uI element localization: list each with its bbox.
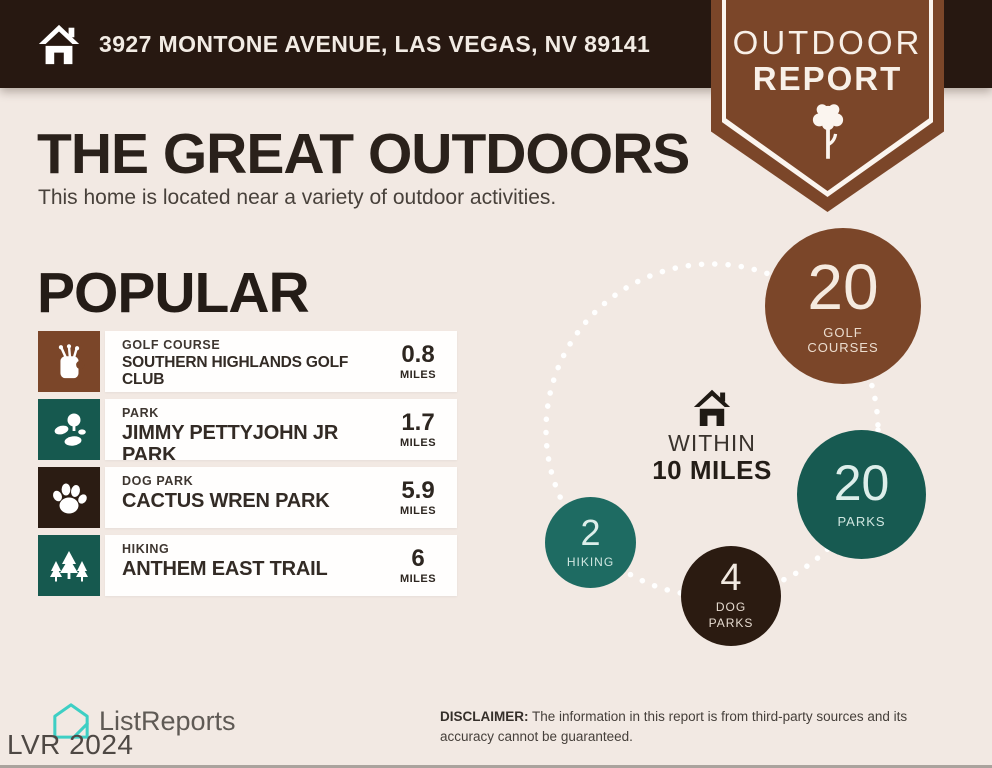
item-category: PARK <box>122 406 159 420</box>
stat-circle-golf-courses <box>765 228 921 384</box>
item-icon-tile <box>38 535 100 596</box>
item-distance <box>385 331 451 392</box>
item-card <box>105 467 457 528</box>
stat-circle-parks <box>797 430 926 559</box>
item-distance-unit: MILES <box>399 368 437 381</box>
house-icon <box>36 21 82 67</box>
header-address: 3927 MONTONE AVENUE, LAS VEGAS, NV 89141 <box>99 30 651 57</box>
item-distance-value: 6 <box>411 544 425 572</box>
stat-circle-hiking <box>545 497 636 588</box>
item-card <box>105 399 457 460</box>
page-subtitle: This home is located near a variety of outdoor activities. <box>38 186 557 209</box>
item-distance <box>385 399 451 460</box>
list-item-dog-park <box>38 467 457 528</box>
stat-label: HIKING <box>566 554 615 569</box>
stat-label: DOG PARKS <box>708 600 754 631</box>
disclaimer-text: The information in this report is from third-party sources and its accuracy cannot be guaranteed. <box>440 709 908 744</box>
stat-label: GOLF COURSES <box>807 324 879 355</box>
popular-heading: POPULAR <box>37 261 309 325</box>
item-distance-value: 0.8 <box>401 340 435 368</box>
pine-trees-icon <box>47 548 91 584</box>
within-label-line1: WITHIN <box>668 430 756 456</box>
house-icon <box>692 388 732 426</box>
badge-title-line2: REPORT <box>752 60 903 97</box>
item-distance <box>385 467 451 528</box>
watermark: LVR 2024 <box>7 729 134 760</box>
listreports-brand: ListReports <box>99 706 236 736</box>
stat-label: PARKS <box>837 513 886 529</box>
item-distance-unit: MILES <box>399 572 437 585</box>
list-item-park <box>38 399 457 460</box>
item-distance-unit: MILES <box>399 436 437 449</box>
stat-value: 2 <box>580 512 601 554</box>
item-distance-unit: MILES <box>399 504 437 517</box>
item-icon-tile <box>38 399 100 460</box>
item-name: ANTHEM EAST TRAIL <box>122 558 328 580</box>
disclaimer-label: DISCLAIMER: <box>440 709 529 724</box>
item-category: HIKING <box>122 542 170 556</box>
within-label-line2: 10 MILES <box>652 455 772 485</box>
disclaimer <box>440 707 960 746</box>
stat-value: 4 <box>720 557 742 600</box>
page-title: THE GREAT OUTDOORS <box>37 122 690 186</box>
popular-list <box>38 331 457 603</box>
stat-circle-dog-parks <box>681 546 781 646</box>
list-item-golf-course <box>38 331 457 392</box>
stat-value: 20 <box>807 251 879 324</box>
paw-icon <box>49 479 89 517</box>
list-item-hiking <box>38 535 457 596</box>
item-distance <box>385 535 451 596</box>
item-name: SOUTHERN HIGHLANDS GOLF CLUB <box>122 354 349 388</box>
stat-value: 20 <box>833 455 890 512</box>
item-name: CACTUS WREN PARK <box>122 490 330 512</box>
item-icon-tile <box>38 467 100 528</box>
item-card <box>105 535 457 596</box>
item-card <box>105 331 457 392</box>
park-tree-icon <box>49 411 89 449</box>
golf-bag-icon <box>50 342 88 382</box>
badge-title-line1: OUTDOOR <box>732 24 923 61</box>
item-icon-tile <box>38 331 100 392</box>
item-category: DOG PARK <box>122 474 194 488</box>
item-distance-value: 1.7 <box>401 408 435 436</box>
item-name: JIMMY PETTYJOHN JR PARK <box>122 422 339 460</box>
item-category: GOLF COURSE <box>122 338 221 352</box>
tree-icon <box>801 99 855 171</box>
outdoor-report-badge <box>711 0 944 212</box>
item-distance-value: 5.9 <box>401 476 435 504</box>
